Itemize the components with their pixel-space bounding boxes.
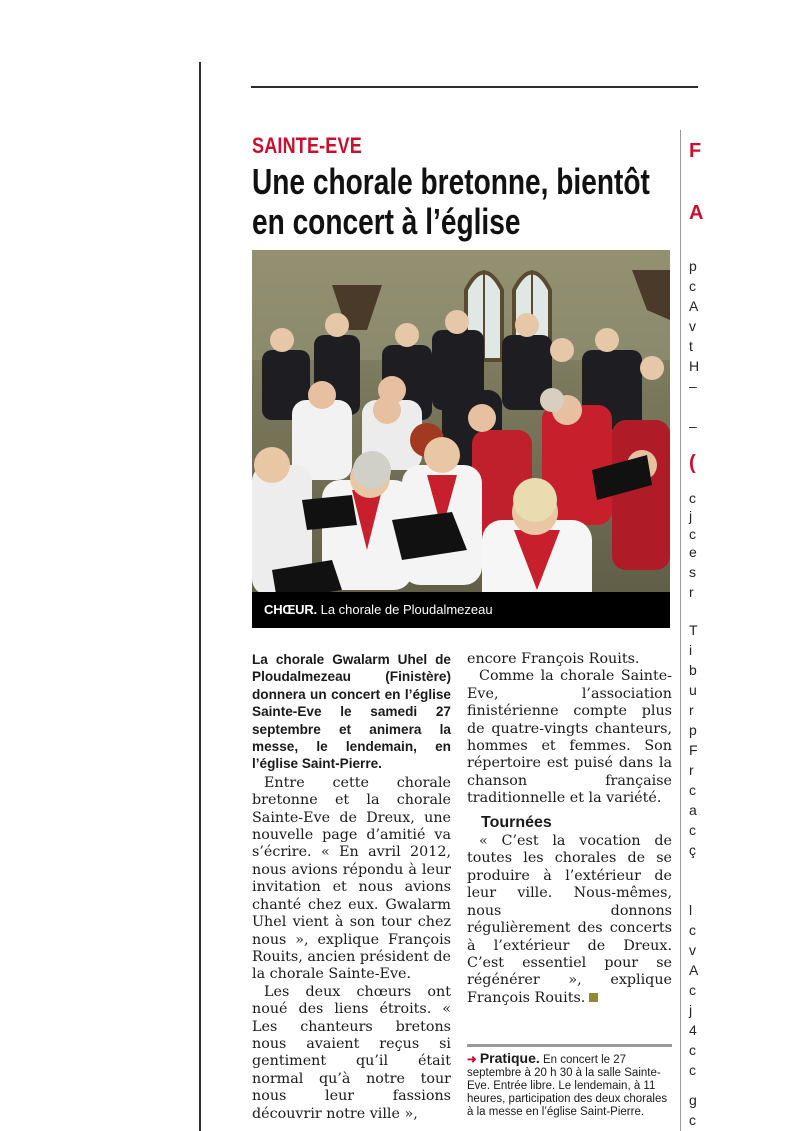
fragment-char: b — [689, 662, 697, 678]
fragment-char: A — [689, 298, 699, 314]
article-kicker: SAINTE-EVE — [252, 133, 362, 158]
fragment-char: F — [689, 742, 698, 758]
fragment-char: p — [689, 258, 697, 274]
fragment-char: e — [689, 544, 697, 560]
fragment-char: ç — [689, 842, 696, 858]
fragment-char: r — [689, 762, 694, 778]
fragment-char: r — [689, 702, 694, 718]
fragment-char: c — [689, 526, 696, 542]
fragment-char: – — [689, 418, 697, 434]
fragment-char: c — [689, 822, 696, 838]
fragment-char: l — [689, 902, 693, 918]
column-rule-left — [199, 62, 201, 1131]
fragment-char: c — [689, 1042, 696, 1058]
practical-info-text: En concert le 27 septembre à 20 h 30 à la salle Sainte-Eve. Entrée libre. Le lendemain, à 11 heures, participation des deux chorales à la messe en l’église Saint-Pierre. — [467, 1054, 668, 1118]
fragment-char: i — [689, 642, 693, 658]
practical-info-label: Pratique. — [479, 1050, 540, 1066]
article-paragraph-2: Les deux chœurs ont noué des liens étroits. « Les chanteurs bretons nous avaient reçus si gentiment qu’il était normal qu’à notre tour nous leur fassions découvrir notre ville », — [252, 983, 451, 1122]
fragment-char: c — [689, 922, 696, 938]
fragment-char: r — [689, 584, 694, 600]
fragment-char: – — [689, 378, 697, 394]
article-paragraph-4 — [467, 833, 672, 1007]
fragment-char: 4 — [689, 1022, 697, 1038]
header-rule — [251, 86, 698, 88]
fragment-char: j — [689, 508, 693, 524]
fragment-char: c — [689, 1062, 696, 1078]
photo-caption-text: La chorale de Ploudalmezeau — [320, 602, 493, 617]
article-paragraph-3: Comme la chorale Sainte-Eve, l’association finistérienne compte plus de quatre-vingts chanteurs, hommes et femmes. Son répertoire est puisé dans la chanson française traditionnelle et la variété. — [467, 668, 672, 807]
article-lead: La chorale Gwalarm Uhel de Ploudalmezeau (Finistère) donnera un concert en l’église Sainte-Eve le samedi 27 septembre et animera la messe, le lendemain, en l’église Saint-Pierre. — [252, 652, 451, 772]
choir-photo — [252, 250, 670, 628]
fragment-char: v — [689, 942, 696, 958]
article-column-2 — [467, 651, 672, 1007]
article-subheading: Tournées — [481, 813, 552, 831]
fragment-char: p — [689, 722, 697, 738]
headline-line-2: en concert à l’église — [252, 201, 521, 242]
arrow-icon: ➜ — [467, 1054, 477, 1066]
fragment-char: s — [689, 564, 696, 580]
fragment-char: c — [689, 782, 696, 798]
fragment-char: a — [689, 802, 697, 818]
choir-photo-illustration — [252, 250, 670, 628]
fragment-char: c — [689, 982, 696, 998]
fragment-char: u — [689, 682, 697, 698]
article-paragraph-2-continued: encore François Rouits. — [467, 651, 640, 667]
fragment-char: v — [689, 318, 696, 334]
fragment-char: g — [689, 1092, 697, 1108]
fragment-char: t — [689, 338, 693, 354]
fragment-char: ( — [689, 452, 696, 474]
article-headline — [252, 162, 658, 242]
fragment-char: A — [689, 962, 699, 978]
adjacent-article-fragment — [680, 130, 704, 1131]
fragment-char: A — [689, 202, 704, 224]
article-paragraph-1: Entre cette chorale bretonne et la chorale Sainte-Eve de Dreux, une nouvelle page d’amitié va s’écrire. « En avril 2012, nous avions répondu à leur invitation et nous avions chanté chez eux. Gwalarm Uhel vient à son tour chez nous », explique François Rouits, ancien président de la chorale Sainte-Eve. — [252, 774, 451, 983]
fragment-char: c — [689, 490, 696, 506]
fragment-char: c — [689, 278, 696, 294]
fragment-char: F — [689, 140, 702, 162]
end-of-article-icon — [589, 993, 598, 1002]
article-paragraph-4-text: « C’est la vocation de toutes les chorales de se produire à l’extérieur de leur ville. Nous-mêmes, nous donnons régulièrement des concerts à l’extérieur de Dreux. C’est essentiel pour se régénérer », explique François Rouits. — [467, 833, 672, 1006]
headline-line-1: Une chorale bretonne, bientôt — [252, 161, 650, 202]
fragment-char: c — [689, 1112, 696, 1128]
fragment-char: T — [689, 622, 698, 638]
article-column-1 — [252, 651, 451, 1123]
practical-info-box — [467, 1044, 672, 1119]
fragment-char: j — [689, 1002, 693, 1018]
photo-caption — [252, 592, 670, 628]
fragment-char: H — [689, 358, 700, 374]
photo-caption-label: CHŒUR. — [264, 602, 317, 617]
